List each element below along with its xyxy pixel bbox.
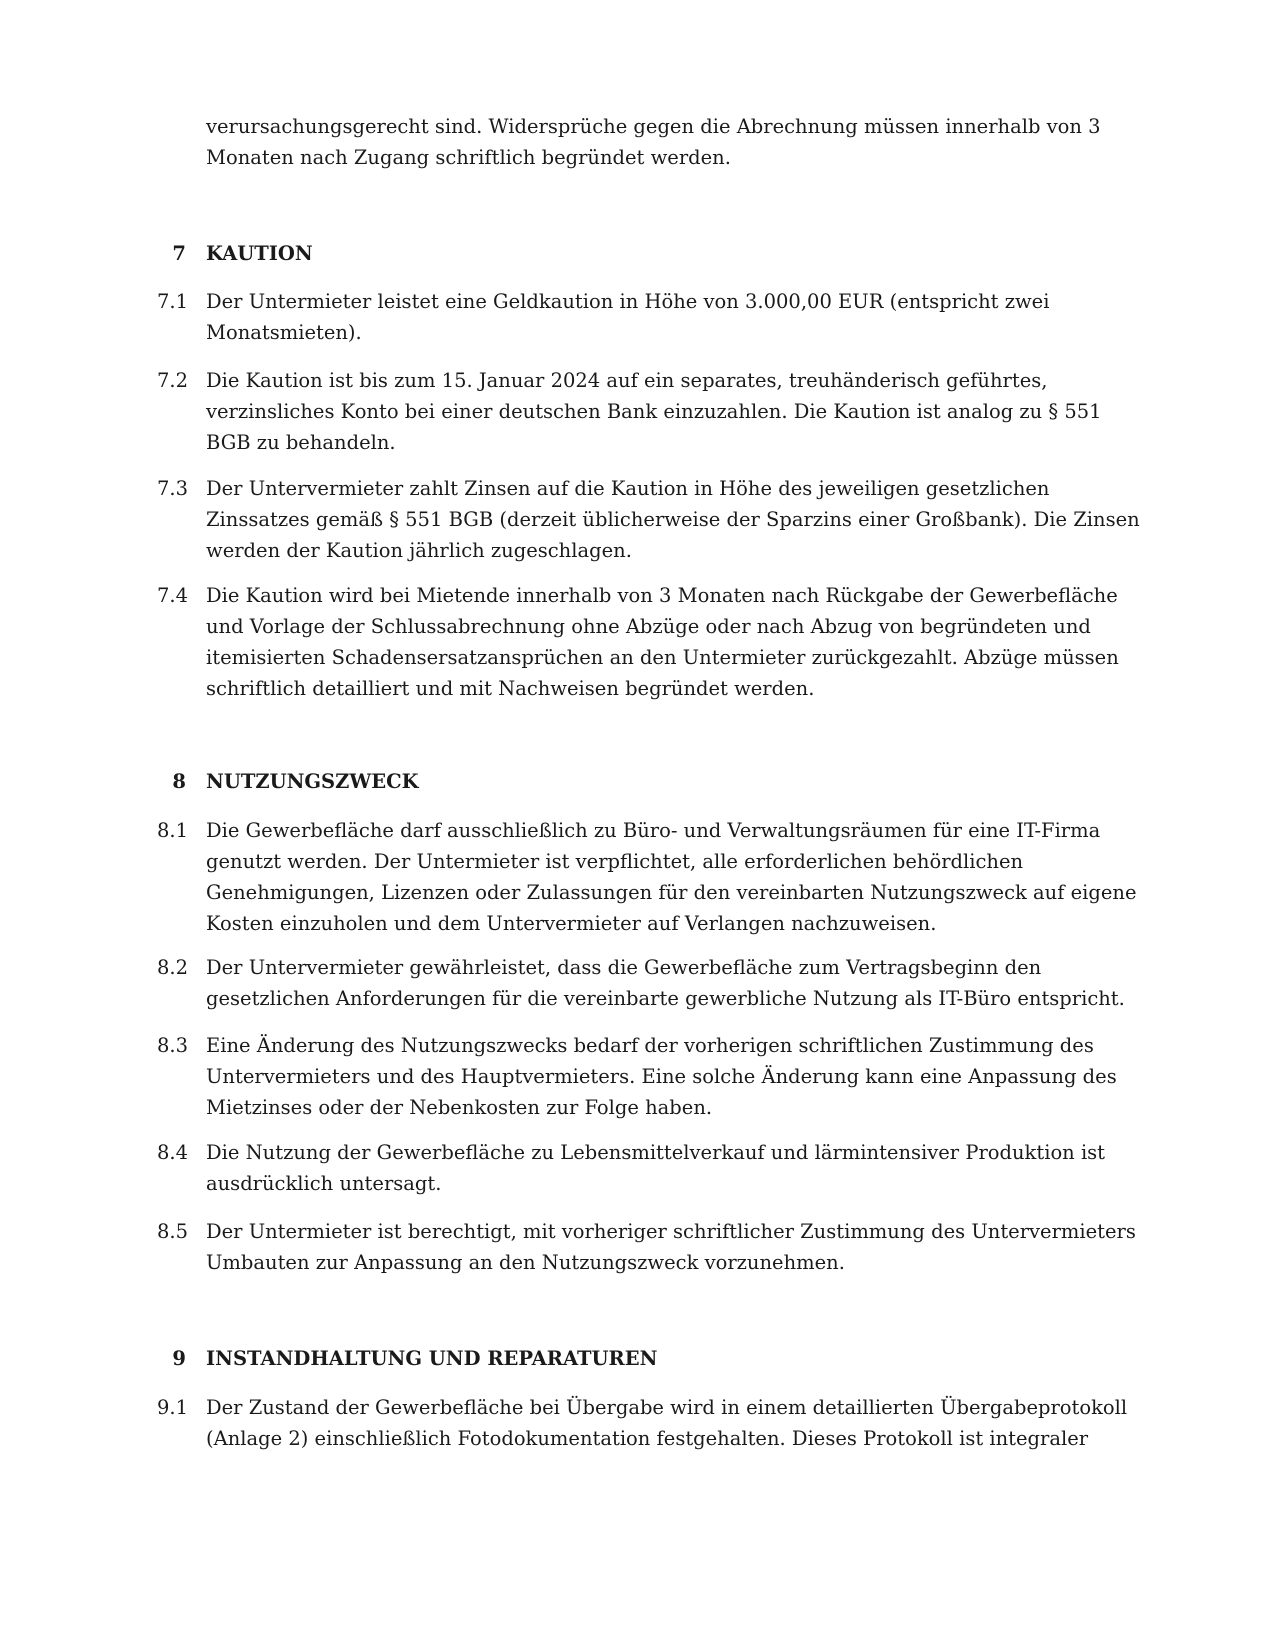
- clause-8-4: [0, 1137, 1275, 1199]
- clause-line: Die Nutzung der Gewerbefläche zu Lebensmittelverkauf und lärmintensiver Produktion ist: [206, 1141, 1106, 1164]
- clause-8-2: [0, 952, 1275, 1014]
- clause-8-5: [0, 1216, 1275, 1278]
- clause-line: Kosten einzuholen und dem Untervermieter auf Verlangen nachzuweisen.: [206, 912, 937, 935]
- clause-line: Die Kaution wird bei Mietende innerhalb von 3 Monaten nach Rückgabe der Gewerbefläche: [206, 584, 1118, 607]
- section-number: 8: [172, 770, 186, 793]
- clause-number: 7.3: [156, 477, 188, 500]
- section-title: KAUTION: [206, 242, 313, 265]
- intro-line: Monaten nach Zugang schriftlich begründet werden.: [206, 146, 731, 169]
- clause-7-4: [0, 580, 1275, 704]
- clause-line: verzinsliches Konto bei einer deutschen Bank einzuzahlen. Die Kaution ist analog zu § 551: [206, 400, 1102, 423]
- clause-line: Zinssatzes gemäß § 551 BGB (derzeit üblicherweise der Sparzins einer Großbank). Die Zinsen: [206, 508, 1140, 531]
- clause-line: (Anlage 2) einschließlich Fotodokumentation festgehalten. Dieses Protokoll ist integraler: [206, 1427, 1089, 1450]
- clause-7-2: [0, 365, 1275, 458]
- clause-line: itemisierten Schadensersatzansprüchen an den Untermieter zurückgezahlt. Abzüge müssen: [206, 646, 1119, 669]
- section-number: 7: [172, 242, 186, 265]
- clause-number: 8.1: [156, 819, 188, 842]
- section-heading-9: [0, 1343, 1275, 1374]
- clause-line: Der Untermieter leistet eine Geldkaution in Höhe von 3.000,00 EUR (entspricht zwei: [206, 290, 1050, 313]
- clause-8-1: [0, 815, 1275, 939]
- clause-line: Die Kaution ist bis zum 15. Januar 2024 auf ein separates, treuhänderisch geführtes,: [206, 369, 1048, 392]
- clause-number: 8.5: [156, 1220, 188, 1243]
- clause-line: werden der Kaution jährlich zugeschlagen.: [206, 539, 632, 562]
- clause-number: 8.4: [156, 1141, 188, 1164]
- clause-line: Mietzinses oder der Nebenkosten zur Folge haben.: [206, 1096, 713, 1119]
- intro-paragraph: [0, 111, 1275, 173]
- clause-number: 7.4: [156, 584, 188, 607]
- clause-7-3: [0, 473, 1275, 566]
- clause-line: genutzt werden. Der Untermieter ist verpflichtet, alle erforderlichen behördlichen: [206, 850, 1024, 873]
- clause-line: gesetzlichen Anforderungen für die vereinbarte gewerbliche Nutzung als IT-Büro entspricht.: [206, 987, 1125, 1010]
- clause-line: Monatsmieten).: [206, 321, 362, 344]
- section-heading-8: [0, 766, 1275, 797]
- clause-line: Der Untervermieter zahlt Zinsen auf die Kaution in Höhe des jeweiligen gesetzlichen: [206, 477, 1050, 500]
- clause-line: schriftlich detailliert und mit Nachweisen begründet werden.: [206, 677, 815, 700]
- clause-number: 7.2: [156, 369, 188, 392]
- clause-7-1: [0, 286, 1275, 348]
- clause-line: Genehmigungen, Lizenzen oder Zulassungen für den vereinbarten Nutzungszweck auf eigene: [206, 881, 1137, 904]
- clause-line: Der Untervermieter gewährleistet, dass die Gewerbefläche zum Vertragsbeginn den: [206, 956, 1042, 979]
- clause-line: und Vorlage der Schlussabrechnung ohne Abzüge oder nach Abzug von begründeten und: [206, 615, 1091, 638]
- intro-line: verursachungsgerecht sind. Widersprüche gegen die Abrechnung müssen innerhalb von 3: [206, 115, 1101, 138]
- section-number: 9: [172, 1347, 186, 1370]
- clause-9-1: [0, 1392, 1275, 1454]
- clause-line: Die Gewerbefläche darf ausschließlich zu Büro- und Verwaltungsräumen für eine IT-Firma: [206, 819, 1101, 842]
- clause-line: Umbauten zur Anpassung an den Nutzungszweck vorzunehmen.: [206, 1251, 845, 1274]
- clause-line: Der Zustand der Gewerbefläche bei Übergabe wird in einem detaillierten Übergabeprotokoll: [206, 1396, 1128, 1419]
- clause-number: 9.1: [156, 1396, 188, 1419]
- clause-line: ausdrücklich untersagt.: [206, 1172, 442, 1195]
- clause-number: 7.1: [156, 290, 188, 313]
- clause-line: BGB zu behandeln.: [206, 431, 396, 454]
- clause-8-3: [0, 1030, 1275, 1123]
- clause-line: Eine Änderung des Nutzungszwecks bedarf der vorherigen schriftlichen Zustimmung des: [206, 1034, 1094, 1057]
- section-heading-7: [0, 238, 1275, 269]
- section-title: NUTZUNGSZWECK: [206, 770, 419, 793]
- section-title: INSTANDHALTUNG UND REPARATUREN: [206, 1347, 658, 1370]
- clause-number: 8.3: [156, 1034, 188, 1057]
- clause-number: 8.2: [156, 956, 188, 979]
- clause-line: Untervermieters und des Hauptvermieters. Eine solche Änderung kann eine Anpassung des: [206, 1065, 1117, 1088]
- clause-line: Der Untermieter ist berechtigt, mit vorheriger schriftlicher Zustimmung des Untervermieters: [206, 1220, 1136, 1243]
